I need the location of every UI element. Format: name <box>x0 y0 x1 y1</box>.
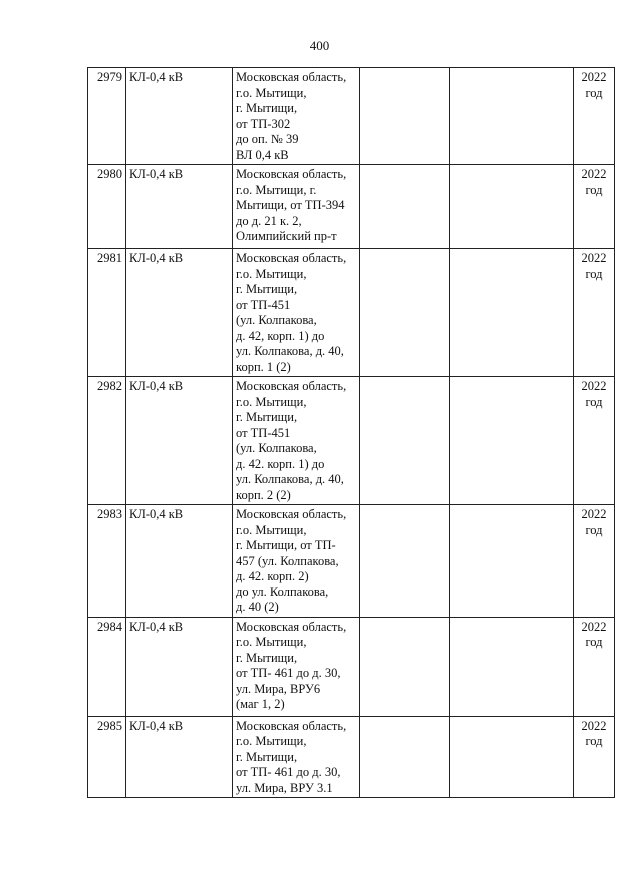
table-row <box>88 617 615 716</box>
table-row <box>88 165 615 249</box>
empty-cell <box>450 68 574 165</box>
year-suffix: год <box>585 266 603 281</box>
address-line: 457 (ул. Колпакова, <box>236 553 339 568</box>
address-line: ул. Колпакова, д. 40, <box>236 344 344 358</box>
address-line: д. 42. корп. 1) до <box>236 456 325 471</box>
address-line: Московская область, <box>236 251 347 265</box>
line-type: КЛ-0,4 кВ <box>126 377 233 505</box>
year-value: 2022 <box>581 167 607 181</box>
line-type: КЛ-0,4 кВ <box>126 617 233 716</box>
address-line: г. Мытищи, <box>236 282 298 296</box>
empty-cell <box>360 249 450 377</box>
line-type: КЛ-0,4 кВ <box>126 505 233 618</box>
line-type: КЛ-0,4 кВ <box>126 68 233 165</box>
address-line: (ул. Колпакова, <box>236 313 317 327</box>
address-line: от ТП- 461 до д. 30, <box>236 765 341 779</box>
address-cell <box>233 165 360 249</box>
line-type: КЛ-0,4 кВ <box>126 249 233 377</box>
address-line: ул. Мира, ВРУ 3.1 <box>236 780 333 795</box>
row-number: 2983 <box>88 505 126 618</box>
table-row <box>88 377 615 505</box>
year-cell <box>574 249 615 377</box>
address-line: Московская область, <box>236 619 347 634</box>
year-cell <box>574 165 615 249</box>
address-line: г.о. Мытищи, <box>236 266 307 281</box>
address-line: от ТП-451 <box>236 297 291 312</box>
address-line: ВЛ 0,4 кВ <box>236 147 289 162</box>
address-line: от ТП-451 <box>236 425 291 440</box>
address-line: Московская область, <box>236 167 347 181</box>
year-value: 2022 <box>581 718 607 733</box>
empty-cell <box>450 505 574 618</box>
table-row <box>88 68 615 165</box>
line-type: КЛ-0,4 кВ <box>126 165 233 249</box>
year-cell <box>574 716 615 798</box>
empty-cell <box>450 716 574 798</box>
address-line: г. Мытищи, <box>236 749 298 764</box>
year-cell <box>574 68 615 165</box>
address-line: до д. 21 к. 2, <box>236 213 302 228</box>
year-value: 2022 <box>581 379 607 393</box>
address-line: г. Мытищи, <box>236 410 298 424</box>
address-line: г. Мытищи, от ТП- <box>236 538 336 552</box>
year-value: 2022 <box>581 70 607 84</box>
year-cell <box>574 505 615 618</box>
registry-table <box>87 67 615 798</box>
year-suffix: год <box>585 394 603 409</box>
address-cell <box>233 377 360 505</box>
address-line: Московская область, <box>236 379 347 393</box>
address-line: г.о. Мытищи, <box>236 734 307 748</box>
address-line: Мытищи, от ТП-394 <box>236 198 345 212</box>
address-line: г.о. Мытищи, <box>236 85 307 100</box>
row-number: 2980 <box>88 165 126 249</box>
empty-cell <box>360 68 450 165</box>
empty-cell <box>450 249 574 377</box>
row-number: 2982 <box>88 377 126 505</box>
year-suffix: год <box>585 635 603 649</box>
year-cell <box>574 377 615 505</box>
year-value: 2022 <box>581 251 607 265</box>
year-cell <box>574 617 615 716</box>
line-type: КЛ-0,4 кВ <box>126 716 233 798</box>
page-number: 400 <box>309 38 330 53</box>
address-line: корп. 2 (2) <box>236 487 291 502</box>
address-cell <box>233 716 360 798</box>
address-cell <box>233 249 360 377</box>
address-line: Московская область, <box>236 718 347 733</box>
address-line: (ул. Колпакова, <box>236 441 317 455</box>
empty-cell <box>360 716 450 798</box>
address-line: д. 42. корп. 2) <box>236 569 309 583</box>
address-line: д. 40 (2) <box>236 600 279 614</box>
row-number: 2979 <box>88 68 126 165</box>
address-line: г.о. Мытищи, г. <box>236 182 317 197</box>
address-line: г. Мытищи, <box>236 650 298 665</box>
address-line: г.о. Мытищи, <box>236 635 307 649</box>
address-line: Московская область, <box>236 70 347 84</box>
address-cell <box>233 617 360 716</box>
row-number: 2984 <box>88 617 126 716</box>
address-line: ул. Колпакова, д. 40, <box>236 472 344 486</box>
empty-cell <box>450 377 574 505</box>
empty-cell <box>450 617 574 716</box>
address-line: до оп. № 39 <box>236 132 299 146</box>
empty-cell <box>450 165 574 249</box>
address-line: от ТП- 461 до д. 30, <box>236 666 341 680</box>
address-line: д. 42, корп. 1) до <box>236 328 325 343</box>
address-cell <box>233 505 360 618</box>
address-line: ул. Мира, ВРУ6 <box>236 681 321 696</box>
empty-cell <box>360 617 450 716</box>
empty-cell <box>360 165 450 249</box>
empty-cell <box>360 377 450 505</box>
year-suffix: год <box>585 182 603 197</box>
address-line: (маг 1, 2) <box>236 697 285 711</box>
table-row <box>88 249 615 377</box>
year-suffix: год <box>585 85 603 100</box>
year-suffix: год <box>585 522 603 537</box>
row-number: 2985 <box>88 716 126 798</box>
address-cell <box>233 68 360 165</box>
year-value: 2022 <box>581 507 607 521</box>
address-line: г. Мытищи, <box>236 101 298 115</box>
address-line: г.о. Мытищи, <box>236 394 307 409</box>
empty-cell <box>360 505 450 618</box>
address-line: г.о. Мытищи, <box>236 522 307 537</box>
table-row <box>88 716 615 798</box>
address-line: корп. 1 (2) <box>236 359 291 374</box>
row-number: 2981 <box>88 249 126 377</box>
address-line: Олимпийский пр-т <box>236 229 337 243</box>
address-line: от ТП-302 <box>236 116 291 131</box>
year-value: 2022 <box>581 619 607 634</box>
year-suffix: год <box>585 734 603 748</box>
table-row <box>88 505 615 618</box>
address-line: Московская область, <box>236 507 347 521</box>
address-line: до ул. Колпакова, <box>236 584 329 599</box>
